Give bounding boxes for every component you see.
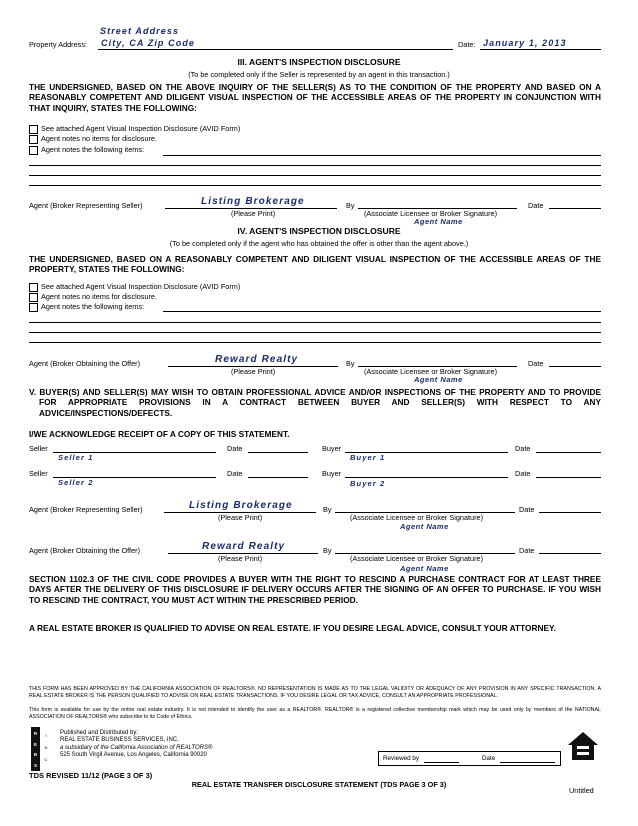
- section4-agent-value: Reward Realty: [215, 354, 299, 365]
- section5-agent2-print: (Please Print): [218, 554, 263, 563]
- section5-agent1-date-label: Date: [519, 505, 535, 514]
- section4-notes-line-3[interactable]: [29, 332, 601, 333]
- section3-print-label: (Please Print): [231, 209, 276, 218]
- seller1-date-label: Date: [227, 444, 243, 453]
- section4-notes-line-1[interactable]: [163, 311, 601, 312]
- logo-letter-n: N: [44, 745, 48, 750]
- section4-option-following: Agent notes the following items:: [41, 302, 145, 311]
- equal-housing-icon: [566, 729, 600, 763]
- reviewed-by-box: [378, 751, 561, 766]
- section3-agent-label: Agent (Broker Representing Seller): [29, 201, 143, 210]
- section-1102-notice: SECTION 1102.3 OF THE CIVIL CODE PROVIDES A BUYER WITH THE RIGHT TO RESCIND A PURCHASE CONTRACT FOR AT LEAST THREE DAYS AFTER THE DELIVERY OF THIS DISCLOSURE IF DELIVERY OCCURS AFTER THE SIGNING OF AN OFFER TO PURCHASE. IF YOU WISH TO RESCIND THE CONTRACT, YOU MUST ACT WITHIN THE PRESCRIBED PERIOD.: [29, 574, 601, 605]
- logo-letter-c: C: [44, 757, 48, 762]
- section4-subtitle: (To be completed only if the agent who has obtained the offer is other than the agent above.): [169, 239, 469, 248]
- section3-date-line[interactable]: [549, 208, 601, 209]
- header-date-line[interactable]: [480, 49, 601, 50]
- section5-agent2-label: Agent (Broker Obtaining the Offer): [29, 546, 140, 555]
- footer-fine-print-1: THIS FORM HAS BEEN APPROVED BY THE CALIFORNIA ASSOCIATION OF REALTORS®. NO REPRESENTATION IS MADE AS TO THE LEGAL VALIDITY OR ADEQUACY OF ANY PROVISION IN ANY SPECIFIC TRANSACTION. A REAL ESTATE BROKER IS THE PERSON QUALIFIED TO ADVISE ON REAL ESTATE TRANSACTIONS. IF YOU DESIRE LEGAL OR TAX ADVICE, CONSULT AN APPROPRIATE PROFESSIONAL.: [29, 686, 601, 699]
- seller2-date-line[interactable]: [248, 477, 308, 478]
- publisher-line-3: a subsidiary of the California Association of REALTORS®: [60, 744, 213, 751]
- section5-statement: V. BUYER(S) AND SELLER(S) MAY WISH TO OBTAIN PROFESSIONAL ADVICE AND/OR INSPECTIONS OF THE PROPERTY AND TO PROVIDE FOR APPROPRIATE PROVISIONS IN A CONTRACT BETWEEN BUYER AND SELLER(S) WITH RESPECT TO ANY ADVICE/INSPECTIONS/DEFECTS.: [29, 387, 601, 418]
- section4-print-label: (Please Print): [231, 367, 276, 376]
- property-address-line[interactable]: [98, 49, 453, 50]
- buyer1-label: Buyer: [322, 444, 342, 453]
- rebs-logo-letters-2: [42, 730, 50, 766]
- logo-letter-i: I: [45, 733, 47, 738]
- footer-fine-print-2: This form is available for use by the entire real estate industry. It is not intended to identify the user as a REALTOR®. REALTOR® is a registered collective membership mark which may be used only by members of the NATIONAL ASSOCIATION OF REALTORS® who subscribe to its Code of Ethics.: [29, 707, 601, 720]
- date-label: Date:: [458, 40, 476, 49]
- header-date: January 1, 2013: [483, 38, 567, 48]
- publisher-block: [60, 730, 212, 760]
- section5-agent2-date-label: Date: [519, 546, 535, 555]
- section3-notes-line-3[interactable]: [29, 175, 601, 176]
- section4-following-checkbox[interactable]: [29, 303, 38, 312]
- section3-by-label: By: [346, 201, 355, 210]
- section3-sig-label: (Associate Licensee or Broker Signature): [364, 209, 498, 218]
- seller2-name: Seller 2: [58, 478, 94, 487]
- section3-avid-checkbox[interactable]: [29, 125, 38, 134]
- section3-option-avid: See attached Agent Visual Inspection Disclosure (AVID Form): [41, 124, 241, 133]
- acknowledge-receipt: I/WE ACKNOWLEDGE RECEIPT OF A COPY OF THIS STATEMENT.: [29, 429, 290, 439]
- section4-sig-label: (Associate Licensee or Broker Signature): [364, 367, 498, 376]
- buyer1-date-label: Date: [515, 444, 531, 453]
- logo-letter-b: B: [33, 752, 38, 757]
- section5-agent2-name: Agent Name: [400, 564, 449, 573]
- section4-avid-checkbox[interactable]: [29, 283, 38, 292]
- logo-letter-e: E: [33, 741, 37, 747]
- section4-date-line[interactable]: [549, 366, 601, 367]
- section5-agent2-date-line[interactable]: [539, 553, 601, 554]
- logo-letter-s: S: [33, 762, 37, 768]
- section5-agent1-print: (Please Print): [218, 513, 263, 522]
- logo-letter-r: R: [33, 731, 38, 736]
- section3-statement: THE UNDERSIGNED, BASED ON THE ABOVE INQUIRY OF THE SELLER(S) AS TO THE CONDITION OF THE PROPERTY AND BASED ON A REASONABLY COMPETENT AND DILIGENT VISUAL INSPECTION OF THE ACCESSIBLE AREAS OF THE PROPERTY IN CONJUNCTION WITH THAT INQUIRY, STATES THE FOLLOWING:: [29, 82, 601, 113]
- section4-title: IV. AGENT'S INSPECTION DISCLOSURE: [237, 226, 401, 236]
- untitled-label: Untitled: [569, 786, 594, 795]
- property-address-label: Property Address:: [29, 40, 87, 49]
- section4-agent-name: Agent Name: [414, 375, 463, 384]
- section3-subtitle: (To be completed only if the Seller is represented by an agent in this transaction.): [188, 70, 450, 79]
- seller1-label: Seller: [29, 444, 48, 453]
- section3-notes-line-4[interactable]: [29, 185, 601, 186]
- section5-agent2-by: By: [323, 546, 332, 555]
- section4-agent-label: Agent (Broker Obtaining the Offer): [29, 359, 140, 368]
- section5-agent1-by: By: [323, 505, 332, 514]
- section3-no-items-checkbox[interactable]: [29, 135, 38, 144]
- section3-agent-name: Agent Name: [414, 217, 463, 226]
- seller2-label: Seller: [29, 469, 48, 478]
- rebs-logo: [31, 727, 51, 771]
- seller2-date-label: Date: [227, 469, 243, 478]
- section5-agent1-value: Listing Brokerage: [189, 500, 293, 511]
- section5-agent2-sig-label: (Associate Licensee or Broker Signature): [350, 554, 484, 563]
- section3-agent-value: Listing Brokerage: [201, 196, 305, 207]
- reviewed-by-label: Reviewed by: [383, 755, 420, 762]
- rebs-logo-letters: [32, 729, 39, 771]
- section4-date-label: Date: [528, 359, 544, 368]
- section3-date-label: Date: [528, 201, 544, 210]
- reviewed-date-line[interactable]: [500, 762, 555, 763]
- footer-title: REAL ESTATE TRANSFER DISCLOSURE STATEMENT (TDS PAGE 3 OF 3): [191, 780, 447, 789]
- section3-notes-line-1[interactable]: [163, 155, 601, 156]
- buyer1-date-line[interactable]: [536, 452, 601, 453]
- street-address: Street Address: [100, 26, 180, 36]
- section4-option-no-items: Agent notes no items for disclosure.: [41, 292, 157, 301]
- publisher-line-1: Published and Distributed by:: [60, 730, 139, 736]
- city-zip: City, CA Zip Code: [101, 38, 196, 48]
- section5-agent1-date-line[interactable]: [539, 512, 601, 513]
- section5-agent2-value: Reward Realty: [202, 541, 286, 552]
- buyer1-name: Buyer 1: [350, 453, 386, 462]
- section3-option-following: Agent notes the following items:: [41, 145, 145, 154]
- section3-following-checkbox[interactable]: [29, 146, 38, 155]
- publisher-line-4: 525 South Virgil Avenue, Los Angeles, California 90020: [60, 752, 207, 759]
- section4-no-items-checkbox[interactable]: [29, 293, 38, 302]
- buyer2-date-line[interactable]: [536, 477, 601, 478]
- buyer2-label: Buyer: [322, 469, 342, 478]
- section4-statement: THE UNDERSIGNED, BASED ON A REASONABLY COMPETENT AND DILIGENT VISUAL INSPECTION OF THE ACCESSIBLE AREAS OF THE PROPERTY, STATES THE FOLLOWING:: [29, 254, 601, 275]
- section3-notes-line-2[interactable]: [29, 165, 601, 166]
- section4-by-label: By: [346, 359, 355, 368]
- publisher-line-2: REAL ESTATE BUSINESS SERVICES, INC.: [60, 737, 179, 744]
- section4-option-avid: See attached Agent Visual Inspection Disclosure (AVID Form): [41, 282, 241, 291]
- buyer2-date-label: Date: [515, 469, 531, 478]
- buyer2-name: Buyer 2: [350, 479, 386, 488]
- tds-revised: TDS REVISED 11/12 (PAGE 3 OF 3): [29, 771, 153, 780]
- seller1-date-line[interactable]: [248, 452, 308, 453]
- section5-agent1-name: Agent Name: [400, 522, 449, 531]
- seller1-name: Seller 1: [58, 453, 94, 462]
- section3-option-no-items: Agent notes no items for disclosure.: [41, 134, 157, 143]
- section5-agent1-label: Agent (Broker Representing Seller): [29, 505, 143, 514]
- section3-title: III. AGENT'S INSPECTION DISCLOSURE: [237, 57, 401, 67]
- section4-notes-line-2[interactable]: [29, 322, 601, 323]
- reviewed-date-label: Date: [482, 755, 496, 762]
- section4-notes-line-4[interactable]: [29, 342, 601, 343]
- section5-agent1-sig-label: (Associate Licensee or Broker Signature): [350, 513, 484, 522]
- buyer2-line[interactable]: [345, 477, 508, 478]
- reviewed-by-line[interactable]: [424, 762, 459, 763]
- broker-notice: A REAL ESTATE BROKER IS QUALIFIED TO ADVISE ON REAL ESTATE. IF YOU DESIRE LEGAL ADVICE, CONSULT YOUR ATTORNEY.: [29, 623, 556, 633]
